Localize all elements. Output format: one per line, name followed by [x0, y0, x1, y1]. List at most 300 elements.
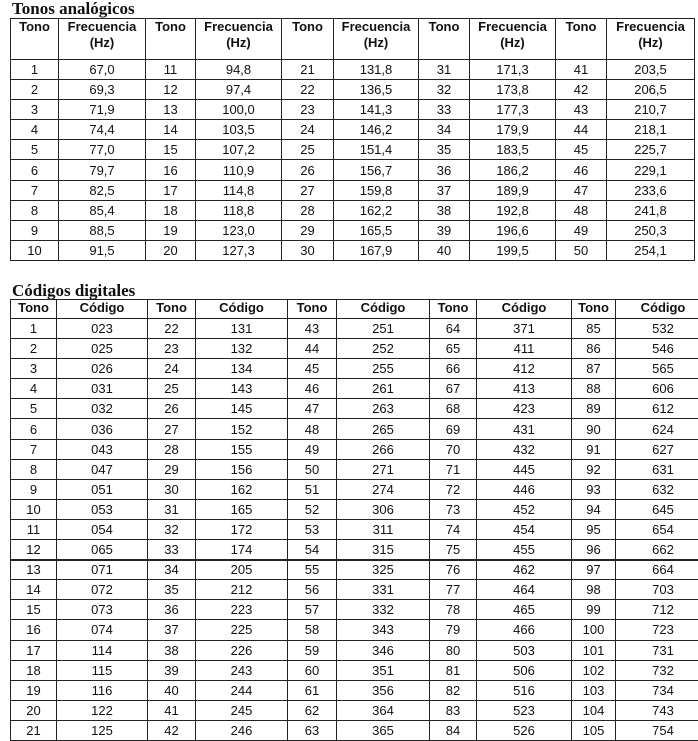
tone-cell: 41: [556, 60, 607, 80]
code-cell: 723: [616, 620, 698, 640]
frequency-cell: 254,1: [607, 240, 695, 260]
tone-cell: 37: [419, 180, 470, 200]
code-cell: 212: [196, 580, 288, 600]
frequency-cell: 136,5: [334, 80, 419, 100]
code-cell: 243: [196, 660, 288, 680]
tone-cell: 64: [430, 319, 477, 339]
tone-cell: 36: [148, 600, 196, 620]
frequency-cell: 218,1: [607, 120, 695, 140]
code-cell: 732: [616, 660, 698, 680]
tone-header: Tono: [282, 19, 334, 60]
tone-cell: 70: [430, 439, 477, 459]
tone-cell: 95: [572, 519, 616, 539]
table-row: [11, 459, 698, 479]
frequency-cell: 229,1: [607, 160, 695, 180]
tone-cell: 12: [11, 540, 57, 560]
code-cell: 245: [196, 700, 288, 720]
code-cell: 754: [616, 720, 698, 740]
tone-cell: 38: [148, 640, 196, 660]
code-cell: 073: [57, 600, 148, 620]
frequency-cell: 114,8: [196, 180, 282, 200]
code-cell: 116: [57, 680, 148, 700]
code-cell: 526: [477, 720, 572, 740]
tone-cell: 17: [146, 180, 196, 200]
code-cell: 654: [616, 519, 698, 539]
code-cell: 506: [477, 660, 572, 680]
tone-cell: 10: [11, 240, 59, 260]
code-cell: 364: [337, 700, 430, 720]
frequency-cell: 100,0: [196, 100, 282, 120]
code-cell: 432: [477, 439, 572, 459]
tone-cell: 8: [11, 459, 57, 479]
code-cell: 065: [57, 540, 148, 560]
frequency-cell: 241,8: [607, 200, 695, 220]
code-cell: 734: [616, 680, 698, 700]
code-cell: 165: [196, 499, 288, 519]
code-cell: 047: [57, 459, 148, 479]
tone-cell: 55: [288, 560, 337, 580]
tone-cell: 48: [556, 200, 607, 220]
tone-cell: 2: [11, 80, 59, 100]
code-cell: 023: [57, 319, 148, 339]
tone-cell: 48: [288, 419, 337, 439]
tone-cell: 40: [419, 240, 470, 260]
code-cell: 174: [196, 540, 288, 560]
code-cell: 255: [337, 359, 430, 379]
tone-cell: 62: [288, 700, 337, 720]
code-cell: 115: [57, 660, 148, 680]
code-cell: 071: [57, 560, 148, 580]
frequency-cell: 94,8: [196, 60, 282, 80]
frequency-cell: 88,5: [59, 220, 146, 240]
code-header: Código: [196, 300, 288, 319]
tone-cell: 29: [282, 220, 334, 240]
tone-cell: 28: [282, 200, 334, 220]
code-cell: 664: [616, 560, 698, 580]
tone-cell: 27: [282, 180, 334, 200]
code-cell: 455: [477, 540, 572, 560]
tone-cell: 31: [419, 60, 470, 80]
frequency-cell: 162,2: [334, 200, 419, 220]
tone-cell: 9: [11, 220, 59, 240]
frequency-header: Frecuencia (Hz): [470, 19, 556, 60]
code-cell: 631: [616, 459, 698, 479]
code-cell: 132: [196, 339, 288, 359]
tone-cell: 10: [11, 499, 57, 519]
frequency-cell: 210,7: [607, 100, 695, 120]
code-cell: 365: [337, 720, 430, 740]
tone-cell: 8: [11, 200, 59, 220]
code-cell: 465: [477, 600, 572, 620]
tone-cell: 38: [419, 200, 470, 220]
tone-header: Tono: [146, 19, 196, 60]
code-cell: 343: [337, 620, 430, 640]
frequency-cell: 171,3: [470, 60, 556, 80]
tone-cell: 49: [556, 220, 607, 240]
tone-header: Tono: [11, 19, 59, 60]
tone-cell: 83: [430, 700, 477, 720]
tone-cell: 90: [572, 419, 616, 439]
code-cell: 624: [616, 419, 698, 439]
tone-cell: 3: [11, 100, 59, 120]
tone-cell: 35: [148, 580, 196, 600]
frequency-cell: 159,8: [334, 180, 419, 200]
tone-cell: 50: [556, 240, 607, 260]
code-cell: 311: [337, 519, 430, 539]
tone-cell: 63: [288, 720, 337, 740]
tone-cell: 22: [148, 319, 196, 339]
tone-cell: 61: [288, 680, 337, 700]
tone-cell: 1: [11, 319, 57, 339]
code-cell: 325: [337, 560, 430, 580]
tone-header: Tono: [572, 300, 616, 319]
tone-cell: 15: [146, 140, 196, 160]
code-cell: 274: [337, 479, 430, 499]
tone-cell: 29: [148, 459, 196, 479]
code-cell: 263: [337, 399, 430, 419]
tone-cell: 4: [11, 120, 59, 140]
tone-header: Tono: [430, 300, 477, 319]
code-cell: 645: [616, 499, 698, 519]
code-cell: 271: [337, 459, 430, 479]
analog-tones-title: Tonos analógicos: [12, 0, 135, 18]
code-cell: 131: [196, 319, 288, 339]
tone-cell: 73: [430, 499, 477, 519]
tone-cell: 92: [572, 459, 616, 479]
tone-cell: 41: [148, 700, 196, 720]
tone-cell: 16: [11, 620, 57, 640]
tone-cell: 20: [11, 700, 57, 720]
code-cell: 261: [337, 379, 430, 399]
tone-cell: 45: [556, 140, 607, 160]
tone-cell: 71: [430, 459, 477, 479]
tone-cell: 39: [419, 220, 470, 240]
tone-cell: 34: [148, 560, 196, 580]
tone-cell: 39: [148, 660, 196, 680]
tone-cell: 16: [146, 160, 196, 180]
frequency-cell: 151,4: [334, 140, 419, 160]
tone-cell: 3: [11, 359, 57, 379]
tone-cell: 43: [556, 100, 607, 120]
code-cell: 162: [196, 479, 288, 499]
code-cell: 462: [477, 560, 572, 580]
code-cell: 532: [616, 319, 698, 339]
code-cell: 446: [477, 479, 572, 499]
tone-cell: 27: [148, 419, 196, 439]
frequency-cell: 97,4: [196, 80, 282, 100]
tone-cell: 51: [288, 479, 337, 499]
tone-cell: 26: [282, 160, 334, 180]
code-cell: 612: [616, 399, 698, 419]
table-row: [11, 240, 695, 260]
tone-cell: 19: [11, 680, 57, 700]
tone-cell: 42: [148, 720, 196, 740]
code-cell: 331: [337, 580, 430, 600]
table-row: [11, 359, 698, 379]
code-cell: 445: [477, 459, 572, 479]
frequency-cell: 141,3: [334, 100, 419, 120]
code-cell: 156: [196, 459, 288, 479]
code-cell: 413: [477, 379, 572, 399]
code-cell: 266: [337, 439, 430, 459]
table-row: [11, 519, 698, 539]
frequency-cell: 67,0: [59, 60, 146, 80]
frequency-cell: 69,3: [59, 80, 146, 100]
code-cell: 627: [616, 439, 698, 459]
tone-cell: 25: [148, 379, 196, 399]
code-cell: 351: [337, 660, 430, 680]
tone-cell: 14: [11, 580, 57, 600]
tone-cell: 6: [11, 160, 59, 180]
code-header: Código: [337, 300, 430, 319]
tone-cell: 23: [282, 100, 334, 120]
tone-cell: 91: [572, 439, 616, 459]
code-cell: 454: [477, 519, 572, 539]
frequency-header: Frecuencia (Hz): [59, 19, 146, 60]
tone-cell: 60: [288, 660, 337, 680]
table-row: [11, 700, 698, 720]
code-cell: 134: [196, 359, 288, 379]
tone-cell: 33: [148, 540, 196, 560]
tone-cell: 34: [419, 120, 470, 140]
tone-cell: 18: [11, 660, 57, 680]
table-row: [11, 720, 698, 740]
table-row: [11, 140, 695, 160]
tone-cell: 78: [430, 600, 477, 620]
code-cell: 523: [477, 700, 572, 720]
frequency-cell: 165,5: [334, 220, 419, 240]
table-row: [11, 80, 695, 100]
frequency-cell: 146,2: [334, 120, 419, 140]
tone-cell: 21: [11, 720, 57, 740]
tone-cell: 24: [282, 120, 334, 140]
tone-cell: 74: [430, 519, 477, 539]
table-row: [11, 620, 698, 640]
tone-header: Tono: [288, 300, 337, 319]
tone-cell: 11: [11, 519, 57, 539]
code-cell: 125: [57, 720, 148, 740]
code-cell: 356: [337, 680, 430, 700]
tone-cell: 67: [430, 379, 477, 399]
frequency-cell: 186,2: [470, 160, 556, 180]
tone-cell: 12: [146, 80, 196, 100]
tone-cell: 37: [148, 620, 196, 640]
tone-cell: 103: [572, 680, 616, 700]
table-row: [11, 60, 695, 80]
tone-cell: 85: [572, 319, 616, 339]
code-cell: 411: [477, 339, 572, 359]
tone-cell: 13: [146, 100, 196, 120]
tone-cell: 44: [556, 120, 607, 140]
table-row: [11, 220, 695, 240]
frequency-cell: 79,7: [59, 160, 146, 180]
table-row: [11, 120, 695, 140]
table-row: [11, 560, 698, 580]
tone-cell: 26: [148, 399, 196, 419]
table-row: [11, 640, 698, 660]
frequency-cell: 199,5: [470, 240, 556, 260]
tone-cell: 9: [11, 479, 57, 499]
tone-cell: 82: [430, 680, 477, 700]
frequency-cell: 131,8: [334, 60, 419, 80]
code-cell: 371: [477, 319, 572, 339]
code-cell: 072: [57, 580, 148, 600]
code-cell: 565: [616, 359, 698, 379]
tone-cell: 59: [288, 640, 337, 660]
tone-cell: 66: [430, 359, 477, 379]
code-cell: 051: [57, 479, 148, 499]
tone-cell: 105: [572, 720, 616, 740]
frequency-cell: 203,5: [607, 60, 695, 80]
frequency-cell: 74,4: [59, 120, 146, 140]
tone-header: Tono: [148, 300, 196, 319]
tone-cell: 2: [11, 339, 57, 359]
tone-cell: 11: [146, 60, 196, 80]
frequency-cell: 206,5: [607, 80, 695, 100]
tone-cell: 65: [430, 339, 477, 359]
tone-cell: 86: [572, 339, 616, 359]
tone-cell: 43: [288, 319, 337, 339]
frequency-header: Frecuencia (Hz): [334, 19, 419, 60]
tone-cell: 96: [572, 540, 616, 560]
table-row: [11, 319, 698, 339]
frequency-cell: 107,2: [196, 140, 282, 160]
code-cell: 205: [196, 560, 288, 580]
tone-cell: 44: [288, 339, 337, 359]
tone-cell: 35: [419, 140, 470, 160]
code-cell: 632: [616, 479, 698, 499]
frequency-cell: 118,8: [196, 200, 282, 220]
tone-cell: 46: [556, 160, 607, 180]
frequency-cell: 183,5: [470, 140, 556, 160]
code-cell: 662: [616, 540, 698, 560]
code-cell: 712: [616, 600, 698, 620]
code-cell: 043: [57, 439, 148, 459]
frequency-cell: 250,3: [607, 220, 695, 240]
tone-cell: 87: [572, 359, 616, 379]
table-row: [11, 339, 698, 359]
tone-cell: 30: [282, 240, 334, 260]
tone-cell: 23: [148, 339, 196, 359]
tone-cell: 31: [148, 499, 196, 519]
tone-cell: 57: [288, 600, 337, 620]
tone-cell: 13: [11, 560, 57, 580]
frequency-cell: 177,3: [470, 100, 556, 120]
tone-cell: 50: [288, 459, 337, 479]
table-row: [11, 419, 698, 439]
code-cell: 032: [57, 399, 148, 419]
tone-cell: 33: [419, 100, 470, 120]
code-header: Código: [616, 300, 698, 319]
tone-cell: 19: [146, 220, 196, 240]
table-row: [11, 160, 695, 180]
tone-cell: 53: [288, 519, 337, 539]
code-cell: 731: [616, 640, 698, 660]
frequency-header: Frecuencia (Hz): [607, 19, 695, 60]
tone-cell: 56: [288, 580, 337, 600]
tone-cell: 14: [146, 120, 196, 140]
code-cell: 155: [196, 439, 288, 459]
tone-cell: 21: [282, 60, 334, 80]
code-cell: 223: [196, 600, 288, 620]
tone-cell: 101: [572, 640, 616, 660]
tone-cell: 25: [282, 140, 334, 160]
tone-cell: 1: [11, 60, 59, 80]
table-row: [11, 180, 695, 200]
code-cell: 431: [477, 419, 572, 439]
table-row: [11, 479, 698, 499]
code-cell: 306: [337, 499, 430, 519]
tone-cell: 32: [148, 519, 196, 539]
tone-cell: 88: [572, 379, 616, 399]
code-cell: 346: [337, 640, 430, 660]
digital-codes-table: [10, 299, 698, 741]
code-cell: 743: [616, 700, 698, 720]
code-cell: 114: [57, 640, 148, 660]
frequency-cell: 77,0: [59, 140, 146, 160]
tone-cell: 46: [288, 379, 337, 399]
code-cell: 423: [477, 399, 572, 419]
code-cell: 703: [616, 580, 698, 600]
tone-cell: 7: [11, 180, 59, 200]
code-cell: 226: [196, 640, 288, 660]
frequency-cell: 123,0: [196, 220, 282, 240]
tone-cell: 7: [11, 439, 57, 459]
code-cell: 244: [196, 680, 288, 700]
code-cell: 252: [337, 339, 430, 359]
table-row: [11, 100, 695, 120]
code-cell: 036: [57, 419, 148, 439]
frequency-header: Frecuencia (Hz): [196, 19, 282, 60]
analog-tones-table: [10, 18, 695, 261]
tone-cell: 80: [430, 640, 477, 660]
tone-cell: 15: [11, 600, 57, 620]
frequency-cell: 167,9: [334, 240, 419, 260]
digital-header-row: [11, 300, 698, 319]
code-cell: 152: [196, 419, 288, 439]
tone-cell: 17: [11, 640, 57, 660]
code-header: Código: [57, 300, 148, 319]
code-cell: 143: [196, 379, 288, 399]
code-cell: 606: [616, 379, 698, 399]
code-cell: 412: [477, 359, 572, 379]
tone-cell: 68: [430, 399, 477, 419]
tone-cell: 76: [430, 560, 477, 580]
table-row: [11, 379, 698, 399]
tone-cell: 30: [148, 479, 196, 499]
code-cell: 074: [57, 620, 148, 640]
frequency-cell: 156,7: [334, 160, 419, 180]
tone-header: Tono: [556, 19, 607, 60]
tone-cell: 58: [288, 620, 337, 640]
frequency-cell: 233,6: [607, 180, 695, 200]
tone-cell: 84: [430, 720, 477, 740]
tone-cell: 20: [146, 240, 196, 260]
frequency-cell: 196,6: [470, 220, 556, 240]
code-cell: 251: [337, 319, 430, 339]
tone-cell: 6: [11, 419, 57, 439]
code-cell: 315: [337, 540, 430, 560]
code-cell: 172: [196, 519, 288, 539]
tone-cell: 99: [572, 600, 616, 620]
frequency-cell: 85,4: [59, 200, 146, 220]
code-cell: 466: [477, 620, 572, 640]
code-cell: 225: [196, 620, 288, 640]
frequency-cell: 71,9: [59, 100, 146, 120]
tone-cell: 28: [148, 439, 196, 459]
table-row: [11, 399, 698, 419]
tone-cell: 47: [288, 399, 337, 419]
